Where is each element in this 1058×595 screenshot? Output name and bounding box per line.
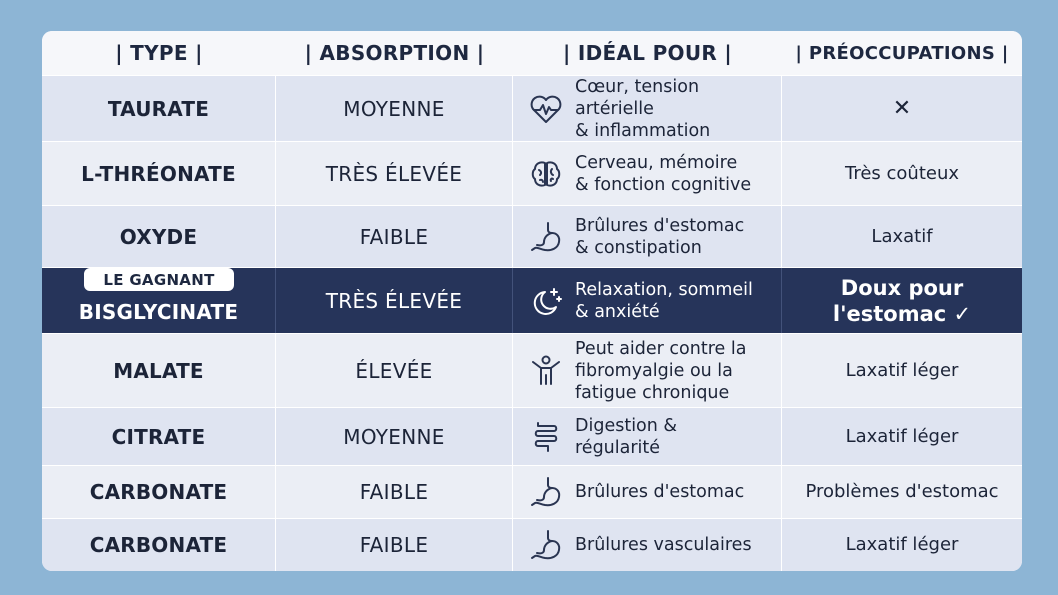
header-ideal: | IDÉAL POUR | — [563, 41, 732, 65]
row-concerns: Très coûteux — [844, 162, 960, 184]
row-ideal: Cerveau, mémoire & fonction cognitive — [575, 152, 752, 195]
row-absorption: ÉLEVÉE — [355, 358, 433, 383]
stomach-icon — [527, 526, 565, 564]
person-arms-up-icon — [527, 352, 565, 390]
row-concerns: Problèmes d'estomac — [805, 481, 999, 502]
row-concerns: Laxatif — [871, 225, 933, 247]
row-concerns: Laxatif léger — [845, 359, 959, 381]
row-absorption: MOYENNE — [343, 424, 445, 449]
row-type: OXYDE — [119, 224, 198, 249]
row-absorption: FAIBLE — [359, 533, 429, 557]
heart-pulse-icon — [527, 90, 565, 128]
row-ideal: Digestion & régularité — [575, 415, 678, 458]
table-row-citrate — [42, 407, 1022, 465]
stomach-icon — [527, 473, 565, 511]
close-icon: ✕ — [892, 95, 912, 121]
row-concerns: Laxatif léger — [845, 425, 959, 447]
row-absorption: TRÈS ÉLEVÉE — [325, 161, 463, 186]
row-type: CITRATE — [111, 424, 206, 449]
winner-badge: LE GAGNANT — [84, 268, 234, 291]
row-concerns: Doux pour l'estomac ✓ — [832, 275, 972, 326]
row-absorption: TRÈS ÉLEVÉE — [325, 288, 463, 313]
header-concerns: | PRÉOCCUPATIONS | — [795, 42, 1009, 64]
comparison-table — [42, 31, 1022, 571]
table-row-oxyde — [42, 205, 1022, 267]
row-ideal: Cœur, tension artérielle & inflammation — [575, 76, 711, 141]
table-row-taurate — [42, 75, 1022, 141]
row-type: TAURATE — [107, 96, 210, 121]
table-row-carbonate — [42, 465, 1022, 518]
row-ideal: Brûlures d'estomac & constipation — [575, 215, 745, 258]
row-ideal: Brûlures d'estomac — [575, 482, 745, 502]
row-ideal: Brûlures vasculaires — [575, 535, 752, 555]
row-absorption: FAIBLE — [359, 224, 429, 249]
row-absorption: MOYENNE — [343, 96, 445, 121]
table-row-bisglycinate — [42, 267, 1022, 333]
row-type: CARBONATE — [89, 533, 228, 557]
row-ideal: Peut aider contre la fibromyalgie ou la fatigue chronique — [575, 338, 747, 403]
intestine-icon — [527, 418, 565, 456]
moon-stars-icon — [527, 282, 565, 320]
row-concerns: Laxatif léger — [845, 534, 959, 555]
table-row-l-threonate — [42, 141, 1022, 205]
row-type: BISGLYCINATE — [78, 300, 239, 324]
stomach-icon — [527, 218, 565, 256]
table-header — [42, 31, 1022, 75]
row-type: CARBONATE — [89, 480, 228, 504]
row-ideal: Relaxation, sommeil & anxiété — [575, 279, 753, 322]
brain-icon — [527, 155, 565, 193]
header-type: | TYPE | — [115, 41, 203, 65]
row-type: MALATE — [113, 358, 204, 383]
row-absorption: FAIBLE — [359, 480, 429, 504]
header-absorption: | ABSORPTION | — [304, 41, 485, 65]
table-row-carbonate-2 — [42, 518, 1022, 571]
row-type: L-THRÉONATE — [81, 161, 236, 186]
table-row-malate — [42, 333, 1022, 407]
